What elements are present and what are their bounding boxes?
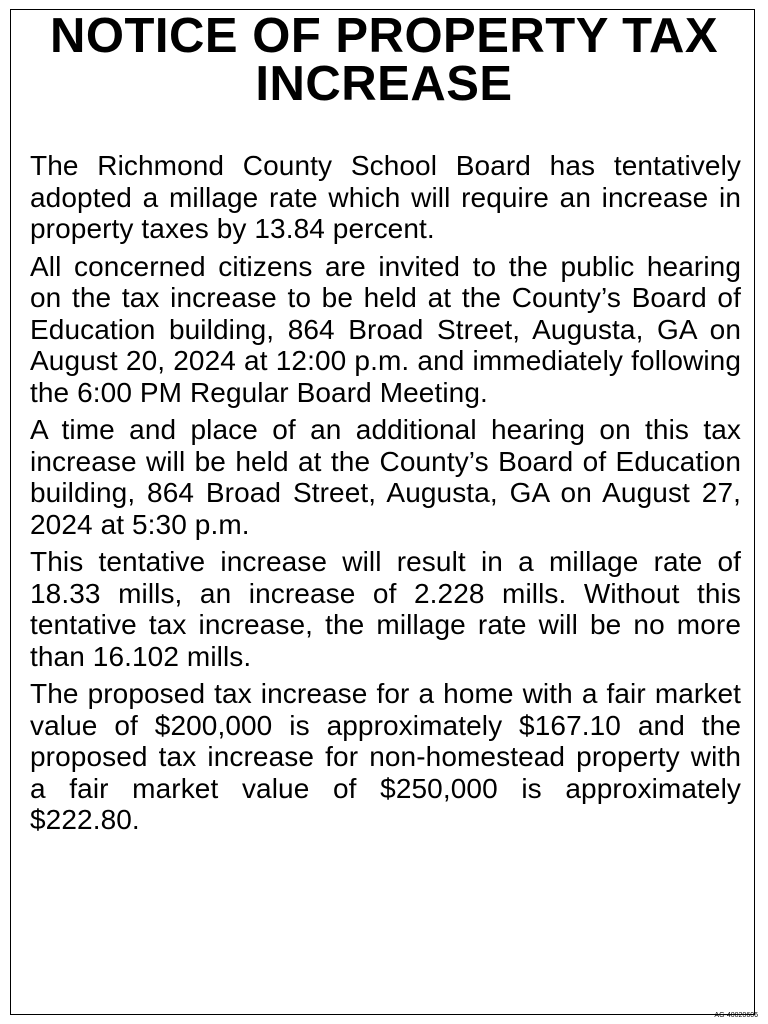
notice-body	[30, 150, 741, 842]
notice-title: NOTICE OF PROPERTY TAX INCREASE	[49, 9, 719, 111]
paragraph-public-hearing: All concerned citizens are invited to the public hearing on the tax increase to be held at the County’s Board of Education building, 864 Broad Street, Augusta, GA on August 20, 2024 at 12:00 p.m. and immediately following the 6:00 PM Regular Board Meeting.	[30, 250, 741, 408]
paragraph-millage-rate: This tentative increase will result in a millage rate of 18.33 mills, an increase of 2.228 mills. Without this tentative tax increase, the millage rate will be no more than 16.102 mills.	[30, 546, 741, 672]
paragraph-tax-increase-percent: The Richmond County School Board has tentatively adopted a millage rate which will require an increase in property taxes by 13.84 percent.	[30, 150, 741, 244]
paragraph-tax-examples: The proposed tax increase for a home with a fair market value of $200,000 is approximately $167.10 and the proposed tax increase for non-homestead property with a fair market value of $250,000 is approximately $222.80.	[30, 678, 741, 835]
paragraph-additional-hearing: A time and place of an additional hearing on this tax increase will be held at the County’s Board of Education building, 864 Broad Street, Augusta, GA on August 27, 2024 at 5:30 p.m.	[30, 414, 741, 540]
ad-code: AG-40020606	[714, 1012, 758, 1019]
